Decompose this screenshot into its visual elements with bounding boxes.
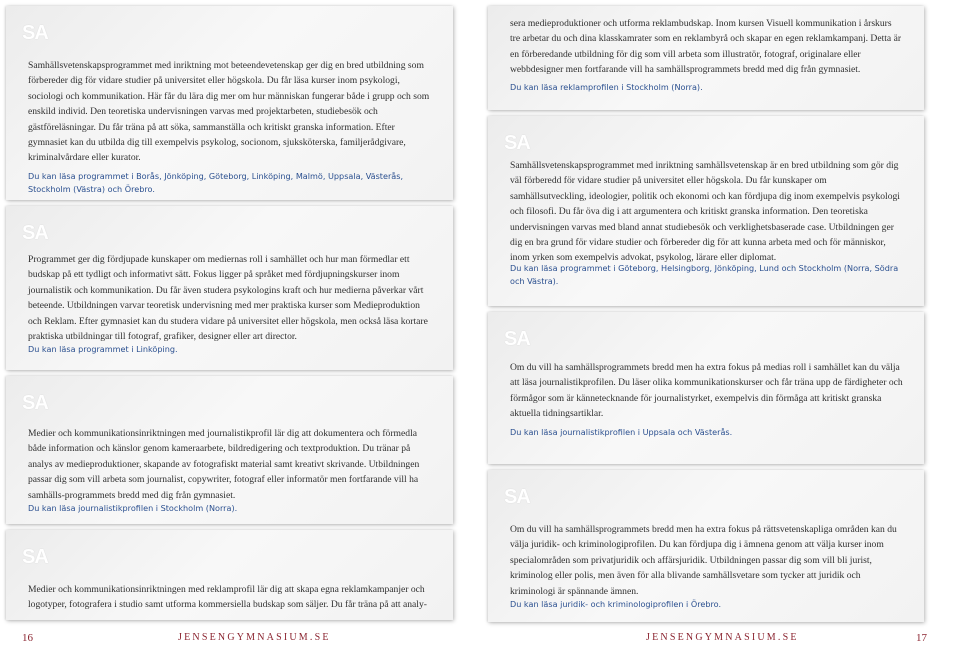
panel-location-link[interactable]: Du kan läsa programmet i Göteborg, Helsingborg, Jönköping, Lund och Stockholm (Norra, Södra och Västra). xyxy=(510,263,899,286)
sa-logo: SA xyxy=(22,546,48,568)
program-panel-journalistikprofil xyxy=(6,376,453,524)
sa-logo: SA xyxy=(504,486,530,508)
sa-logo: SA xyxy=(22,392,48,414)
sa-logo: SA xyxy=(504,132,530,154)
sa-logo: SA xyxy=(22,222,48,244)
right-page xyxy=(480,0,960,648)
panel-location-link[interactable]: Du kan läsa journalistikprofilen i Uppsala och Västerås. xyxy=(510,427,733,437)
panel-location-link[interactable]: Du kan läsa juridik- och kriminologiprofilen i Örebro. xyxy=(510,599,722,609)
program-panel-reklamprofil-cont xyxy=(488,6,924,110)
panel-location-link[interactable]: Du kan läsa programmet i Borås, Jönköping, Göteborg, Linköping, Malmö, Uppsala, Västerås, Stockholm (Västra) och Örebro. xyxy=(28,171,404,194)
panel-body-text: Medier och kommunikationsinriktningen med journalistikprofil lär dig att dokumentera och förmedla både information och känslor genom kameraarbete, bildredigering och textproduktion. Du tränar på analys av medieproduktioner, skapande av fotografiskt material samt kreativt skrivande. Utbildningen passar dig som vill arbeta som journalist, copywriter, fotograf eller informatör men fortfarande vill ha samhälls-programmets bredd med dig från gymnasiet. xyxy=(28,428,420,501)
panel-body-text: Om du vill ha samhällsprogrammets bredd men ha extra fokus på rättsvetenskapliga områden kan du välja juridik- och kriminologiprofilen. Du kan fördjupa dig i ämnena genom att välja kurser inom specialområden som privatjuridik och affärsjuridik. Utbildningen passar dig som vill bli jurist, kriminolog eller polis, men även för alla blivande samhällsvetare som tycker att juridik och kriminologi är spännande ämnen. xyxy=(510,524,897,597)
program-panel-journalistikprofil-samhalle xyxy=(488,312,924,464)
panel-location-link[interactable]: Du kan läsa programmet i Linköping. xyxy=(28,344,178,354)
panel-body-text: sera medieproduktioner och utforma reklambudskap. Inom kursen Visuell kommunikation i årskurs tre arbetar du och dina klasskamrater som en reklambyrå och skapar en egen reklamkampanj. Detta är en förberedande utbildning för dig som vill arbeta som illustratör, fotograf, originalare eller webbdesigner men fortfarande vill ha samhällsprogrammets bredd med dig från gymnasiet. xyxy=(510,18,902,76)
footer-website[interactable]: JENSENGYMNASIUM.SE xyxy=(178,632,331,643)
panel-body-text: Programmet ger dig fördjupade kunskaper om mediernas roll i samhället och hur man förmedlar ett budskap på ett tydligt och informativt sätt. Fokus ligger på språket med fördjupningskurser inom journalistik och kommunikation. Du får även studera psykologins kraft och hur medierna påverkar vårt beteende. Utbildningen varvar teoretisk undervisning med mer praktiska kurser som Medieproduktion och Reklam. Efter gymnasiet kan du studera vidare på universitet eller högskola, men också läsa kortare praktiska utbildningar till fotograf, grafiker, designer eller art director. xyxy=(28,254,428,343)
panel-location-link[interactable]: Du kan läsa reklamprofilen i Stockholm (Norra). xyxy=(510,82,703,92)
program-panel-samhallsvetenskap xyxy=(488,116,924,306)
program-panel-juridik-kriminologi xyxy=(488,470,924,622)
panel-body-text: Om du vill ha samhällsprogrammets bredd men ha extra fokus på medias roll i samhället kan du välja att läsa journalistikprofilen. Du läser olika kommunikationskurser och får träna upp de färdigheter och förmågor som är kännetecknande för journalistyrket, exempelvis din förmåga att kritiskt granska aktuella tidningsartiklar. xyxy=(510,362,903,420)
panel-location-link[interactable]: Du kan läsa journalistikprofilen i Stockholm (Norra). xyxy=(28,503,238,513)
panel-body-text: Samhällsvetenskapsprogrammet med inriktning samhällsvetenskap är en bred utbildning som gör dig väl förberedd för vidare studier på universitet eller högskola. Du får kunskaper om samhällsutveckling, ideologier, politik och ekonomi och kan fördjupa dig inom exempelvis psykologi och filosofi. Du får öva dig i att argumentera och kritiskt granska information. Den teoretiska undervisningen varvas med bland annat studiebesök och verklighetsbaserade case. Utbildningen ger dig en bra grund för vidare studier och förbereder dig för att kunna arbeta med och för människor, inom yrken som exempelvis advokat, psykolog, lärare eller diplomat. xyxy=(510,160,900,264)
program-panel-beteendevetenskap xyxy=(6,6,453,200)
panel-body-text: Medier och kommunikationsinriktningen med reklamprofil lär dig att skapa egna reklamkampanjer och logotyper, fotografera i studio samt utforma kommersiella budskap som säljer. Du får träna på att analy- xyxy=(28,584,427,611)
panel-body-text: Samhällsvetenskapsprogrammet med inriktning mot beteendevetenskap ger dig en bred utbildning som förbereder dig för vidare studier på universitet eller högskola. Du får läsa kurser inom psykologi, sociologi och kommunikation. Här får du lära dig mer om hur människan fungerar både i grupp och som enskild individ. Den teoretiska undervisningen varvas med projektarbeten, studiebesök och gästföreläsningar. Du får träna på att söka, sammanställa och kritiskt granska information. Efter gymnasiet kan du utbilda dig till exempelvis psykolog, socionom, sjuksköterska, familjerådgivare, kriminalvårdare eller kurator. xyxy=(28,60,430,164)
page-number: 16 xyxy=(22,632,33,644)
sa-logo: SA xyxy=(504,328,530,350)
page-number: 17 xyxy=(916,632,927,644)
program-panel-reklamprofil xyxy=(6,530,453,620)
footer-website[interactable]: JENSENGYMNASIUM.SE xyxy=(646,632,799,643)
program-panel-medier-kommunikation xyxy=(6,206,453,370)
sa-logo: SA xyxy=(22,22,48,44)
